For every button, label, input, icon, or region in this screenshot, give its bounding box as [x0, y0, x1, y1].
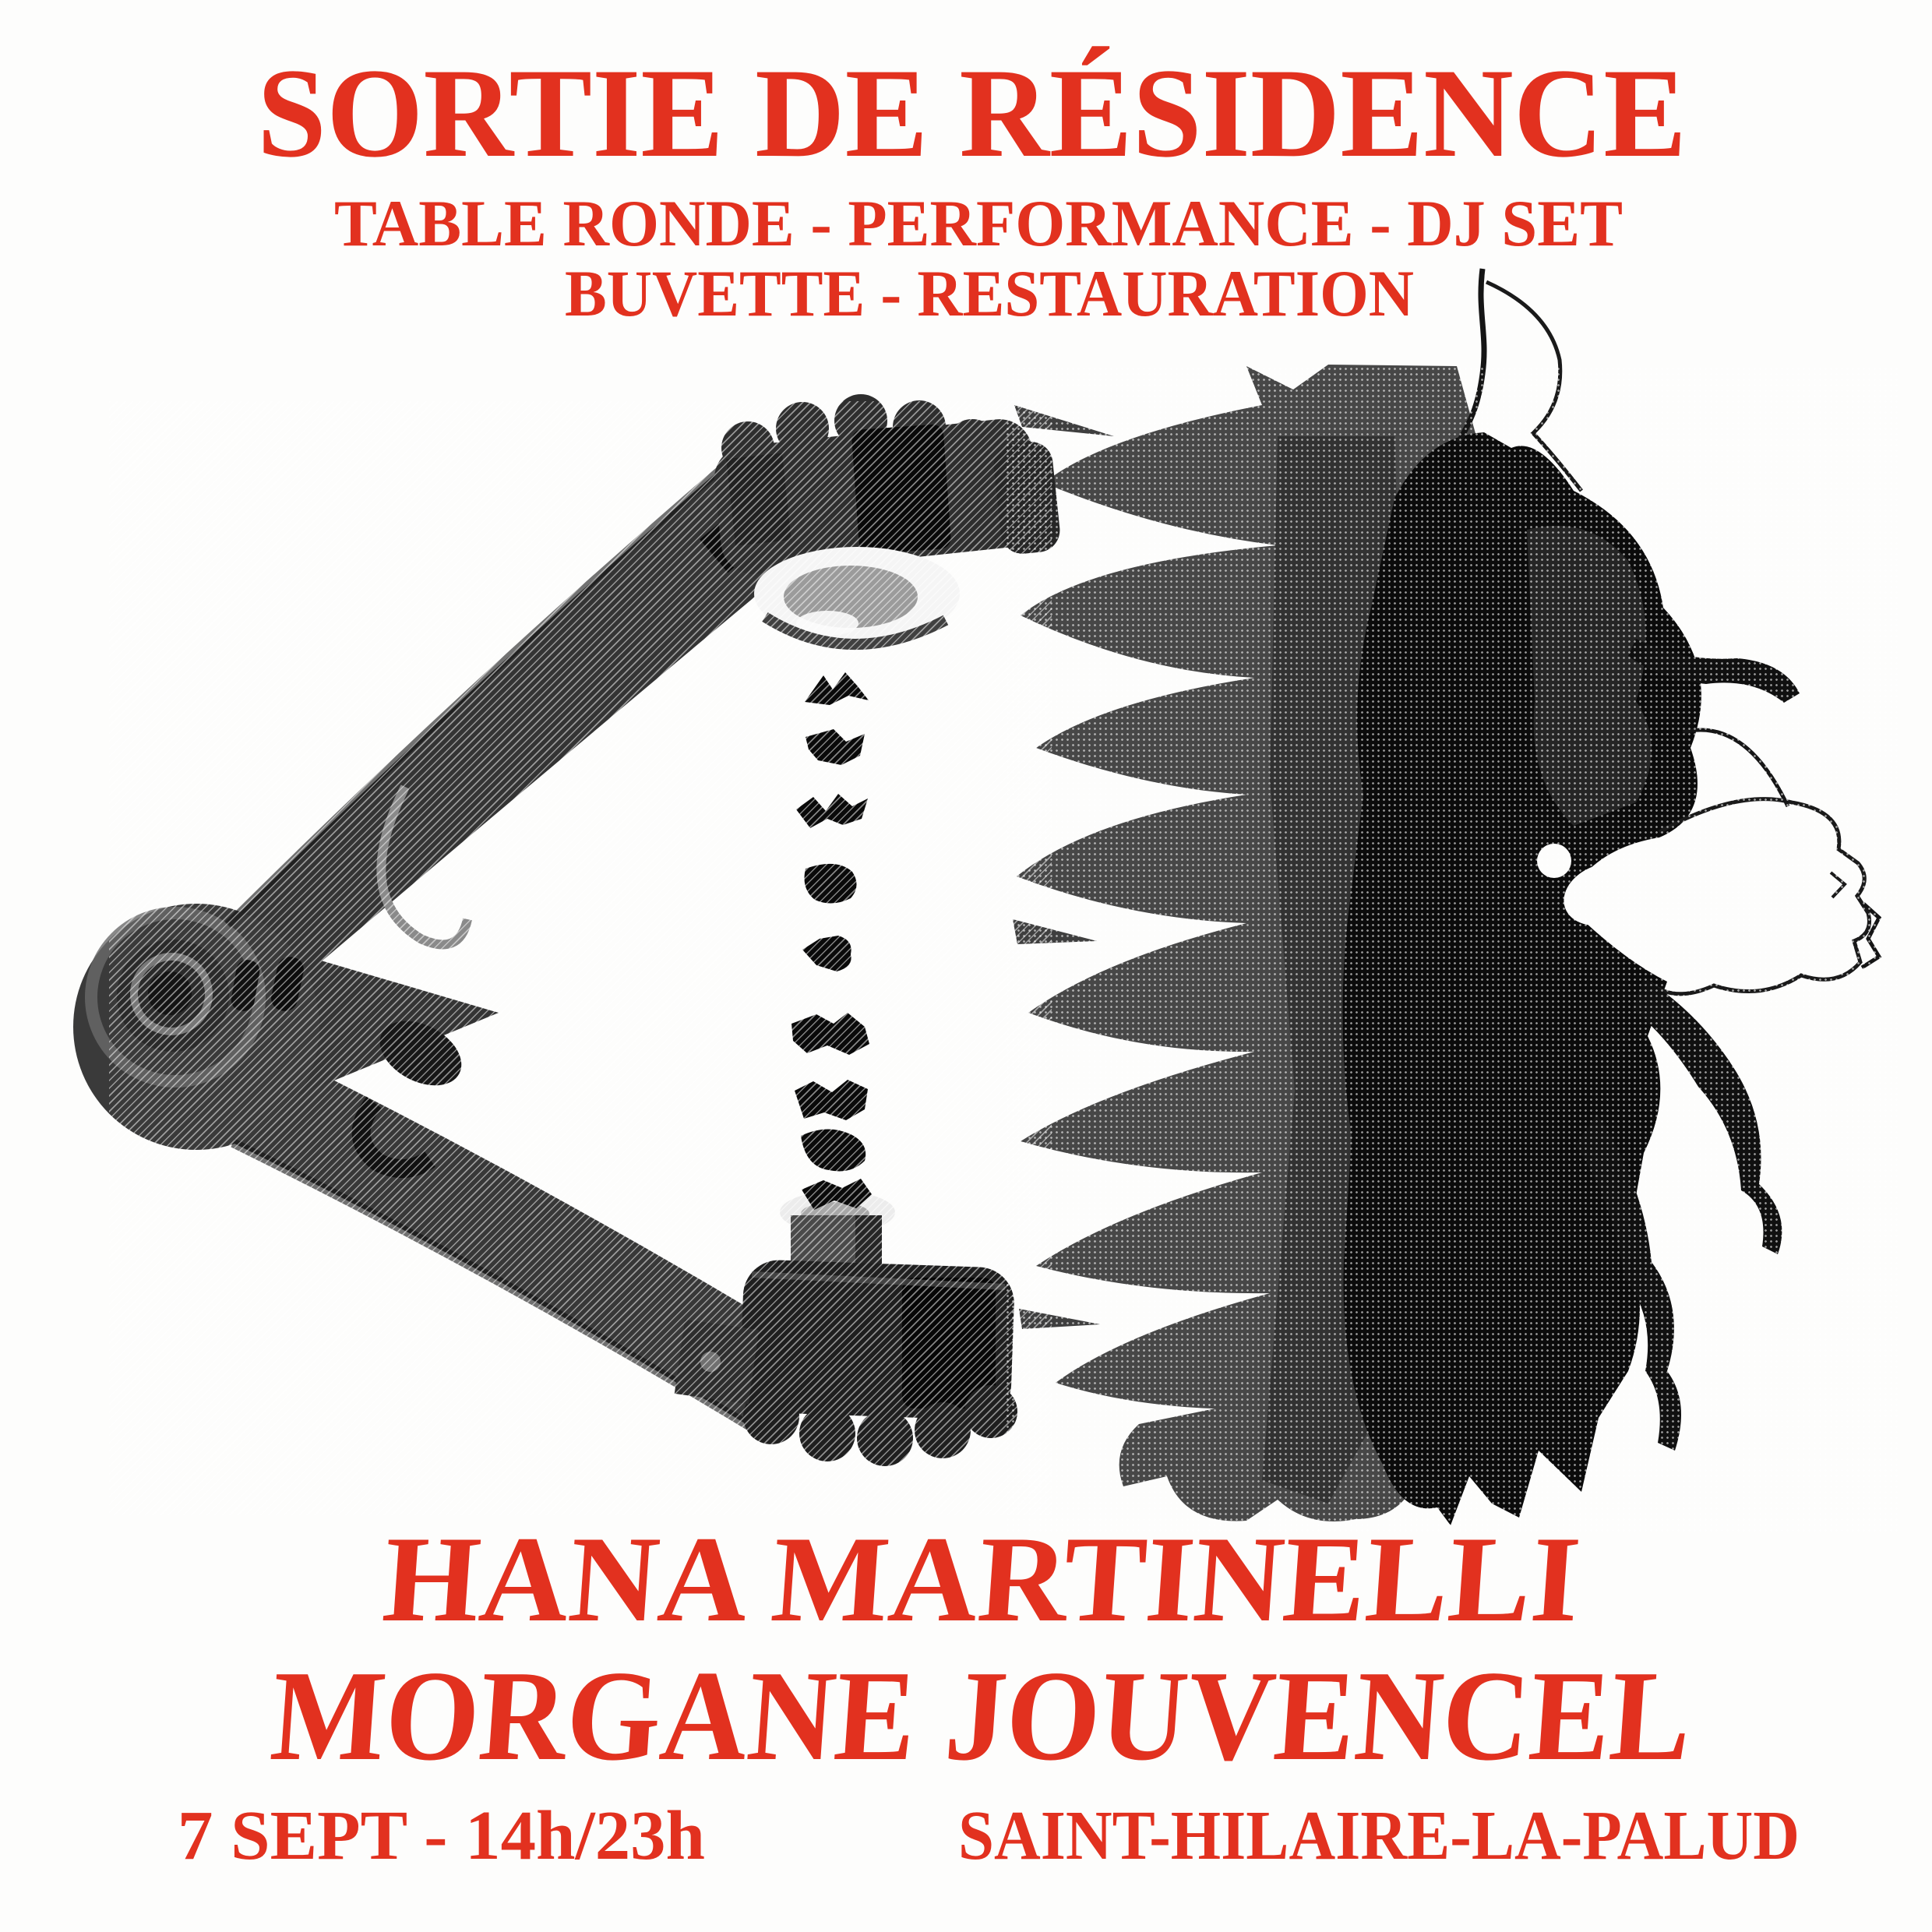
glyph-mark-2: [806, 729, 865, 765]
control-arm-image: [73, 394, 1062, 1466]
bottom-bushing: [675, 1191, 1017, 1466]
bottom-bushing-bolt: [700, 1352, 721, 1372]
event-types-line: TABLE RONDE - PERFORMANCE - DJ SET: [334, 187, 1623, 260]
top-bushing-core: [851, 424, 952, 555]
bottom-bushing-scallop-3: [857, 1410, 913, 1466]
date-time-line: 7 SEPT - 14h/23h: [178, 1797, 705, 1874]
ink-blot-coastline-loop: [1650, 799, 1870, 994]
ink-blot-white-hole-2: [1629, 932, 1651, 954]
top-bushing-endcap: [992, 439, 1062, 555]
top-bushing: [711, 394, 1062, 644]
glyph-mark-8: [801, 1129, 866, 1171]
poster-title: SORTIE DE RÉSIDENCE: [257, 43, 1687, 184]
glyph-mark-6: [791, 1013, 869, 1055]
glyph-mark-5: [802, 936, 851, 971]
ink-blot-image: [1013, 269, 1879, 1525]
glyph-mark-1: [805, 672, 869, 705]
bottom-bushing-scallop-2: [799, 1405, 855, 1461]
glyph-mark-3: [796, 794, 868, 828]
bottom-bushing-scallop-4: [915, 1402, 971, 1458]
location-line: SAINT-HILAIRE-LA-PALUD: [958, 1797, 1800, 1874]
ball-joint-core: [148, 971, 192, 1015]
glyph-mark-7: [795, 1080, 868, 1120]
ink-blot-upper-link: [1683, 730, 1788, 806]
glyph-column: [791, 672, 872, 1210]
ink-blot-stray-spike-2: [1013, 919, 1097, 944]
bottom-bushing-stub-shade: [855, 1215, 882, 1265]
ink-blot-stray-spike-1: [1014, 405, 1114, 436]
artist-name-2: MORGANE JOUVENCEL: [266, 1644, 1796, 1787]
ink-blot-coastline-squiggle: [1831, 873, 1845, 897]
artist-name-1: HANA MARTINELLI: [379, 1511, 1578, 1648]
amenities-line: BUVETTE - RESTAURATION: [565, 257, 1414, 330]
top-bushing-shadow: [726, 453, 791, 546]
bottom-bushing-scallop-5: [964, 1385, 1017, 1438]
glyph-mark-4: [805, 864, 857, 904]
bottom-bushing-scallop-1: [743, 1388, 799, 1444]
ink-blot-stray-spike-3: [1019, 1309, 1100, 1329]
ink-blot-white-hole-1: [1537, 844, 1571, 878]
